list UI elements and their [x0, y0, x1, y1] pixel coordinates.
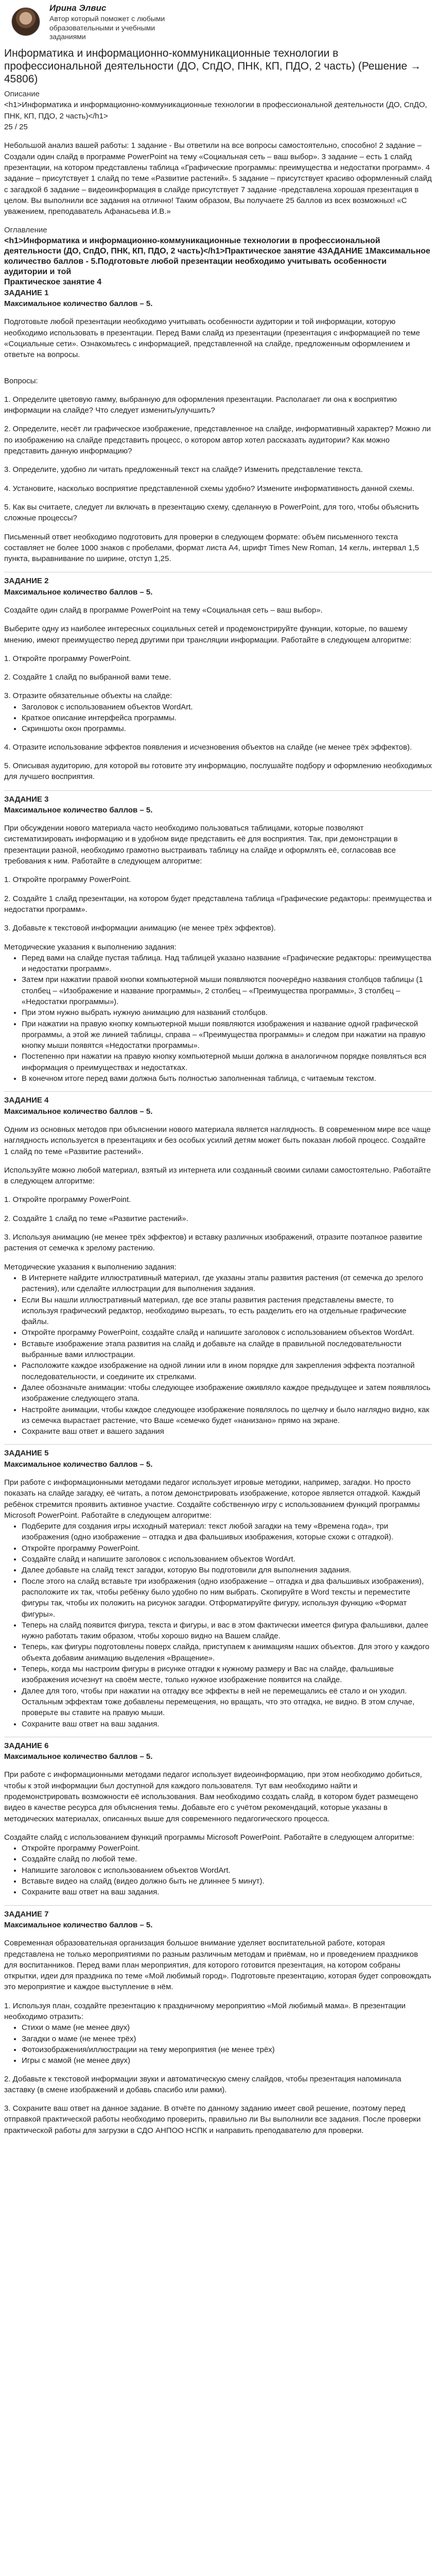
method-label: Методические указания к выполнению задания: [4, 942, 177, 952]
list-item: • Игры с мамой (не менее двух) [22, 2055, 432, 2066]
list-item: • Вставьте видео на слайд (видео должно быть не длиннее 5 минут). [22, 1876, 432, 1887]
list-item: • Далее обозначьте анимации: чтобы следующее изображение оживляло каждое предыдущее и затем появлялось изображение следующего этапа. [22, 1382, 432, 1404]
questions-label: Вопросы: [4, 376, 38, 385]
list-item: • В конечном итоге перед вами должна быть полностью заполненная таблица, с читаемым текстом. [22, 1073, 432, 1084]
task-4 [4, 1095, 432, 1437]
question-4: 4. Установите, насколько восприятие представленной схемы удобно? Измените информативность данной схемы. [4, 484, 414, 493]
contents-heading: <h1>Информатика и информационно-коммуникационные технологии в профессиональной деятельности (ДО, СпДО, ПНК, КП, ПДО, 2 часть)</h1>Практическое занятие 4ЗАДАНИЕ 1Максимальное количество баллов - 5.Подготовьте любой презентации необходимо учитывать особенности аудитории и той [4, 236, 430, 276]
description-text: <h1>Информатика и информационно-коммуникационные технологии в профессиональной деятельности (ДО, СпДО, ПНК, КП, ПДО, 2 часть)</h1> [4, 100, 427, 121]
step: 5. Описывая аудиторию, для которой вы готовите эту информацию, послушайте подбору и оформлению необходимых для лучшего восприятия. [4, 761, 432, 782]
task-heading: ЗАДАНИЕ 4 [4, 1096, 49, 1105]
list-item: • Если Вы нашли иллюстративный материал, где все этапы развития растения представлены вместе, то используя графический редактор, необходимо вырезать, то есть разделить его на отдельные графические файлы. [22, 1295, 432, 1328]
list-item: • Вставьте изображение этапа развития на слайд и добавьте на слайде в правильной последовательности выбранные вами иллюстрации. [22, 1338, 432, 1361]
description-label: Описание [4, 90, 40, 99]
step: 3. Добавьте к текстовой информации анимацию (не менее трёх эффектов). [4, 924, 276, 933]
step: 1. Откройте программу PowerPoint. [4, 654, 131, 663]
bullet-list [4, 1843, 432, 1897]
author-card[interactable] [4, 2, 432, 42]
step: 4. Отразите использование эффектов появления и исчезновения объектов на слайде (не менее трёх эффектов). [4, 742, 412, 752]
task-text: Используйте можно любой материал, взятый из интернета или созданный своими силами самостоятельно. Работайте в следующем алгоритме: [4, 1165, 431, 1186]
task-5 [4, 1448, 432, 1729]
contents-label: Оглавление [4, 226, 47, 235]
step: 2. Создайте 1 слайд по выбранной вами теме. [4, 673, 171, 682]
review-text: Небольшой анализ вашей работы: 1 задание - Вы ответили на все вопросы самостоятельно, способно! 2 задание – Создали один слайд в программе PowerPoint на тему «Социальная сеть – ваш выбор». 3 задание – есть 1 слайд презентации, на котором представлены таблица «Графические программы: преимущества и недостатки программ». 4 задание – присутствует 1 слайд по теме «Развитие растений». 5 задание – присутствует красиво оформленный слайд с загадкой 6 задание – видеоинформация в слайде присутствует 7 задание -представлена хорошая презентация в целом. Вы выполнили все задания на отлично! Таким образом, Вы получаете 25 баллов из всех возможных! «С уважением, преподаватель Афанасьева И.В.» [4, 141, 432, 216]
list-item: • Постепенно при нажатии на правую кнопку компьютерной мыши должна в аналогичном порядке появляться вся информация о преимуществах и недостатках. [22, 1051, 432, 1073]
task-text: Выберите одну из наиболее интересных социальных сетей и продемонстрируйте функции, которые, по вашему мнению, имеют преимущество перед другими при трансляции информации. Работайте в следующем алгоритме: [4, 624, 412, 645]
task-7 [4, 1909, 432, 2136]
task-heading: ЗАДАНИЕ 6 [4, 1741, 49, 1750]
step: 1. Откройте программу PowerPoint. [4, 875, 131, 885]
method-label: Методические указания к выполнению задания: [4, 1262, 177, 1272]
task-max-score: Максимальное количество баллов – 5. [4, 805, 153, 815]
task-3 [4, 794, 432, 1084]
list-item: • В Интернете найдите иллюстративный материал, где указаны этапы развития растения (от семечка до зрелого растения), или сделайте иллюстрации для выполнения задания. [22, 1273, 432, 1295]
list-item: • Подберите для создания игры исходный материал: текст любой загадки на тему «Времена года», три изображения (одно изображение – отгадка и два фальшивых изображения, которые схожи с отгадкой). [22, 1521, 432, 1543]
list-item: • Напишите заголовок с использованием объектов WordArt. [22, 1865, 432, 1876]
task-max-score: Максимальное количество баллов – 5. [4, 1920, 153, 1929]
bullet-list [4, 1273, 432, 1437]
task-max-score: Максимальное количество баллов – 5. [4, 1107, 153, 1116]
list-item: • Создайте слайд по любой теме. [22, 1854, 432, 1865]
author-description: Автор который поможет с любыми образовательными и учебными заданиями [49, 14, 165, 41]
task-heading: ЗАДАНИЕ 7 [4, 1909, 49, 1919]
divider [4, 1905, 432, 1906]
list-item: • При нажатии на правую кнопку компьютерной мыши появляются изображения и название одной графической программы, а этой же линией таблицы, справа – «Преимущества программы» и следом при нажатии на правую кнопку мыши появятся «Недостатки программы». [22, 1019, 432, 1052]
list-item: • Загадки о маме (не менее трёх) [22, 2033, 432, 2044]
task-text: При работе с информационными методами педагог использует игровые методики, например, загадки. Но просто показать на слайде загадку, её читать, а потом демонстрировать изображение, которое является отгадкой. Каждый ребёнок стремится проявить активное участие. Создайте собственную игру с использованием функций программы Microsoft PowerPoint. Работайте в следующем алгоритме: [4, 1478, 421, 1520]
question-5: 5. Как вы считаете, следует ли включать в презентацию схему, сделанную в PowerPoint, для того, чтобы объяснить сложные процессы? [4, 502, 419, 523]
task-text: Одним из основных методов при объяснении нового материала является наглядность. В современном мире все чаще наглядность используется в презентациях и без особых усилий детям может быть показан любой процесс. Создайте 1 слайд по теме «Развитие растений». [4, 1125, 431, 1156]
step: 2. Создайте 1 слайд по теме «Развитие растений». [4, 1214, 188, 1223]
list-item: • Создайте слайд и напишите заголовок с использованием объектов WordArt. [22, 1554, 432, 1565]
list-item: • Настройте анимации, чтобы каждое следующее изображение появлялось по щелчку и было наглядно видно, как из семечка вырастает растение, что Ваше «семечко будет «нанизано» прямо на экране. [22, 1404, 432, 1427]
list-item: • Откройте программу PowerPoint, создайте слайд и напишите заголовок с использованием объектов WordArt. [22, 1327, 432, 1338]
list-item: • Далее добавьте на слайд текст загадки, которую Вы подготовили для выполнения задания. [22, 1565, 432, 1575]
task-max-score: Максимальное количество баллов – 5. [4, 587, 153, 597]
list-item: • Далее для того, чтобы при нажатии на отгадку все эффекты в ней не перемещались её стало и он уходил. Остальным эффектам тоже добавлены перемещения, но вращать, что это отгадка, не видно. В этом случае, проверьте вы ставите на правую мыши. [22, 1686, 432, 1719]
list-item: • Откройте программу PowerPoint. [22, 1843, 432, 1854]
list-item: • Теперь, когда мы настроим фигуры в рисунке отгадки к нужному размеру и Вас на слайде, фальшивые изображения исчезнут на своём месте, только нужное изображение появится на слайде. [22, 1664, 432, 1686]
list-item: • При этом нужно выбрать нужную анимацию для названий столбцов. [22, 1007, 432, 1018]
step: 3. Используя анимацию (не менее трёх эффектов) и вставку различных изображений, отразите поэтапное развитие растения от семечка к зрелому растению. [4, 1233, 423, 1253]
task-2 [4, 575, 432, 782]
list-item: • Сохраните ваш ответ на ваш задания. [22, 1719, 432, 1730]
task-heading: ЗАДАНИЕ 3 [4, 794, 49, 804]
list-item: • Расположите каждое изображение на одной линии или в ином порядке для закрепления эффекта поэтапной последовательности, и соедините их стрелками. [22, 1360, 432, 1382]
task-text: 1. Используя план, создайте презентацию к праздничному мероприятию «Мой любимый мама». В презентации необходимо отразить: [4, 2001, 406, 2022]
practical-title: Практическое занятие 4 [4, 277, 102, 286]
task-heading: ЗАДАНИЕ 5 [4, 1449, 49, 1458]
list-item: • Затем при нажатии правой кнопки компьютерной мыши появляются поочерёдно названия столбцов таблицы (1 столбец – «Изображение и название программы», 2 столбец – «Преимущества программы», 3 столбец – «Недостатки программы»). [22, 974, 432, 1007]
list-item: • Краткое описание интерфейса программы. [22, 713, 432, 723]
bullet-list [4, 702, 432, 735]
divider [4, 1091, 432, 1092]
task-heading: ЗАДАНИЕ 2 [4, 577, 49, 586]
task-text: Создайте слайд с использованием функций программы Microsoft PowerPoint. Работайте в следующем алгоритме: [4, 1833, 414, 1842]
task-max-score: Максимальное количество баллов – 5. [4, 1752, 153, 1761]
question-1: 1. Определите цветовую гамму, выбранную для оформления презентации. Располагает ли она к восприятию информации на слайде? Что следует изменить/улучшить? [4, 395, 397, 415]
task-6 [4, 1740, 432, 1898]
list-item: • Сохраните ваш ответ на ваш задания. [22, 1887, 432, 1897]
task-text: При работе с информационными методами педагог использует видеоинформацию, при этом необходимо добиться, чтобы к этой информации был доступной для каждого пользователя. Тут вам необходимо найти и продемонстрировать возможности её использования. Вам необходимо создать слайд, в котором будет размещено видео в качестве ресурса для объяснения темы. Добавьте его с учётом рекомендаций, которые указаны в методических материалах, описанных выше для современного педагогического процесса. [4, 1770, 422, 1823]
author-name[interactable]: Ирина Элвис [49, 3, 107, 13]
list-item: • Заголовок с использованием объектов WordArt. [22, 702, 432, 713]
task-max-score: Максимальное количество баллов – 5. [4, 299, 153, 309]
list-item: • После этого на слайд вставьте три изображения (одно изображение – отгадка и два фальшивых изображения), расположите их так, чтобы ребёнку было удобно по ним выбрать. Скопируйте в Word тексты и переместите фигуры так, чтобы их положить на рисунок загадки. Отформатируйте фигуру, используя функцию «Формат фигуры». [22, 1576, 432, 1620]
bullet-list [4, 2022, 432, 2066]
bullet-list [4, 1521, 432, 1730]
divider [4, 790, 432, 791]
list-item: • Фотоизображения/иллюстрации на тему мероприятия (не менее трёх) [22, 2044, 432, 2055]
score: 25 / 25 [4, 123, 28, 132]
step: 3. Отразите обязательные объекты на слайде: [4, 691, 172, 701]
list-item: • Скриншоты окон программы. [22, 723, 432, 734]
bullet-list [4, 953, 432, 1084]
task-text: Письменный ответ необходимо подготовить для проверки в следующем формате: объём письменного текста составляет не более 1000 знаков с пробелами, формат листа А4, шрифт Times New Roman, 14 кегль, интервал 1,5 пункта, выравнивание по ширине, отступ 1,25. [4, 532, 420, 564]
task-text: Подготовьте любой презентации необходимо учитывать особенности аудитории и той информации, которую необходимо использовать в презентации. Перед Вами слайд из презентации (презентация с информацией по теме «Социальные сети». Ознакомьтесь с информацией, представленной на слайде, предложенным оформлением и ответьте на вопросы. [4, 317, 420, 360]
author-info [49, 2, 168, 42]
task-text: 3. Сохраните ваш ответ на данное задание. В отчёте по данному заданию имеет свой решение, поэтому перед отправкой практической работы необходимо проверить, правильно ли Вы выполнили все задания. После проверки практической работы для загрузки в СДО АНПОО НСПК и направить преподавателю для проверки. [4, 2104, 421, 2135]
task-text: При обсуждении нового материала часто необходимо пользоваться таблицами, которые позволяют систематизировать информацию и в удобном виде представить её для восприятия. Так, при демонстрации в презентации разной, необходимо грамотно выстраивать таблицу на слайде и оформлять её, согласовав все требования к ним. Работайте в следующем алгоритме: [4, 824, 398, 866]
task-text: Современная образовательная организация большое внимание уделяет воспитательной работе, которая представлена не только мероприятиями по разным различным методам и приёмам, но и проведением праздников для воспитанников. Перед вами план мероприятия, для которого готовится презентация, на котором собраны открытки, идеи для праздника по теме «Мой любимый город». Подготовьте презентацию, которая будет сопровождать это мероприятие и каждое выступление в нём. [4, 1939, 431, 1992]
step: 2. Создайте 1 слайд презентации, на котором будет представлена таблица «Графические редакторы: преимущества и недостатки программ». [4, 894, 432, 914]
task-text: 2. Добавьте к текстовой информации звуки и автоматическую смену слайдов, чтобы презентация напоминала заставку (в смене изображений и добавь спасибо или рамки). [4, 2074, 402, 2094]
page-title: Информатика и информационно-коммуникационные технологии в профессиональной деятельности (ДО, СпДО, ПНК, КП, ПДО, 2 часть) (Решение → 45806) [4, 47, 421, 85]
task-1 [4, 287, 432, 565]
list-item: • Теперь на слайд появится фигура, текста и фигуры, и вас в этом фактически имеется фигура фальшивки, далее нужно работать таким образом, чтобы хорошо видно на Вашем слайде. [22, 1620, 432, 1642]
task-text: Создайте один слайд в программе PowerPoint на тему «Социальная сеть – ваш выбор». [4, 605, 323, 615]
step: 1. Откройте программу PowerPoint. [4, 1195, 131, 1205]
list-item: • Перед вами на слайде пустая таблица. Над таблицей указано название «Графические редакторы: преимущества и недостатки программ». [22, 953, 432, 975]
list-item: • Теперь, как фигуры подготовлены поверх слайда, приступаем к анимациям наших объектов. Для этого у каждого объекта добавим анимацию выделения «Вращение». [22, 1641, 432, 1664]
avatar[interactable] [11, 7, 40, 36]
task-max-score: Максимальное количество баллов – 5. [4, 1460, 153, 1469]
question-2: 2. Определите, несёт ли графическое изображение, представленное на слайде, информативный характер? Можно ли по изображению на слайде представить процесс, о котором автор хотел рассказать аудитории? Как можно представить данную информацию? [4, 425, 431, 456]
divider [4, 1444, 432, 1445]
list-item: • Сохраните ваш ответ и вашего задания [22, 1426, 432, 1437]
list-item: • Стихи о маме (не менее двух) [22, 2022, 432, 2033]
question-3: 3. Определите, удобно ли читать предложенный текст на слайде? Изменить представление текста. [4, 465, 363, 474]
task-heading: ЗАДАНИЕ 1 [4, 288, 49, 297]
list-item: • Откройте программу PowerPoint. [22, 1543, 432, 1554]
